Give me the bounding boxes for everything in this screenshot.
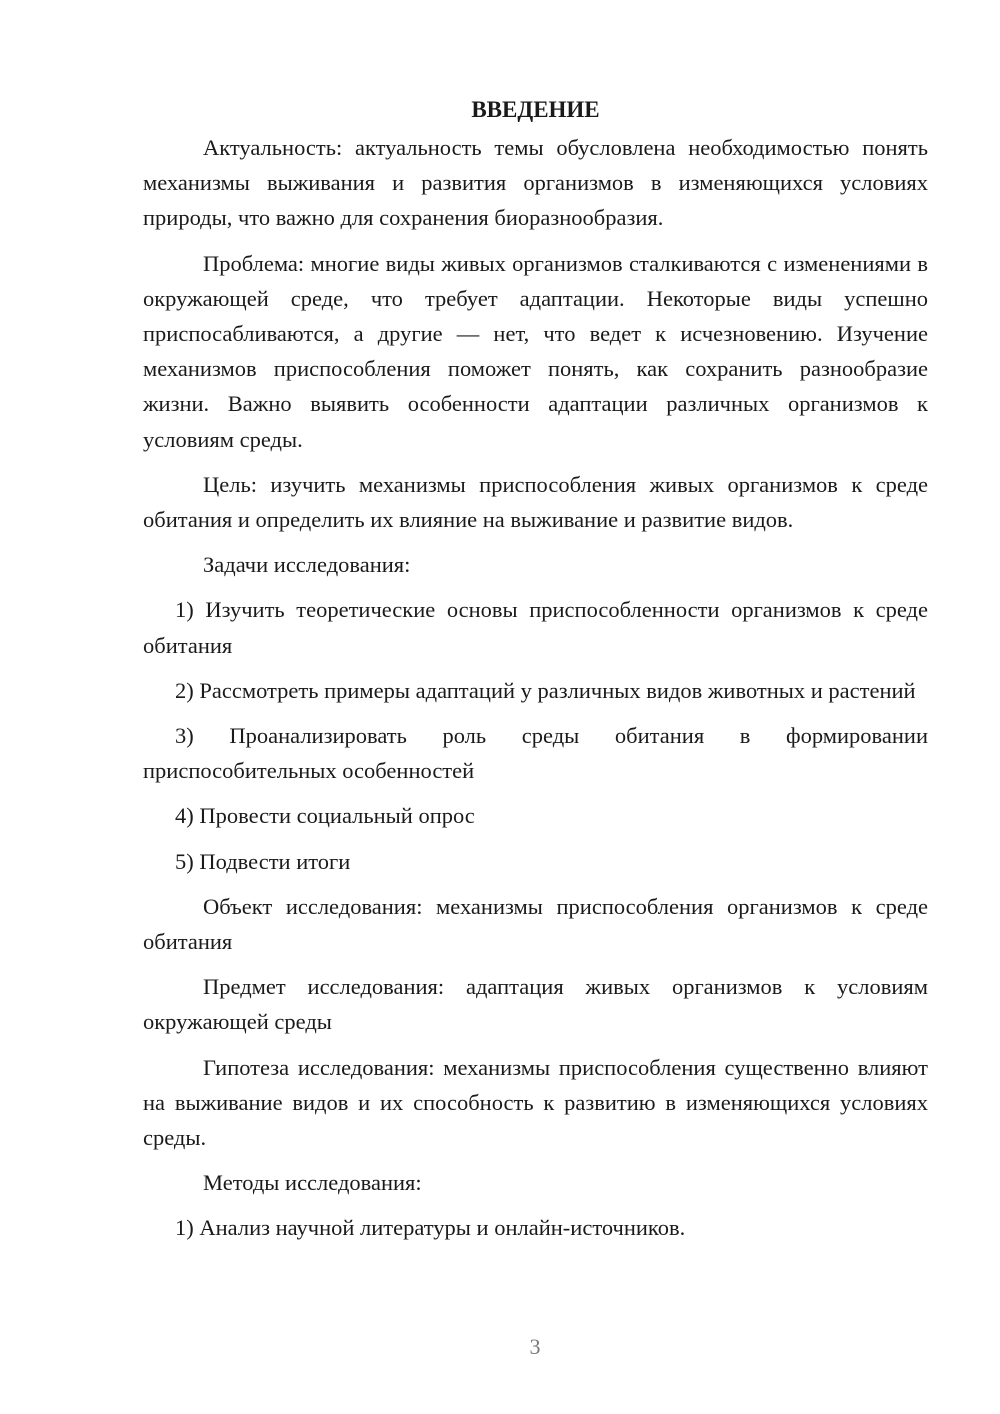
problem-paragraph: Проблема: многие виды живых организмов сталкиваются с изменениями в окружающей среде, что требует адаптации. Некоторые виды успешно приспосабливаются, а другие — нет, что ведет к исчезновению. Изучение механизмов приспособления поможет понять, как сохранить разнообразие жизни. Важно выявить особенности адаптации различных организмов к условиям среды. <box>143 250 928 452</box>
object-paragraph: Объект исследования: механизмы приспособления организмов к среде обитания <box>143 893 928 955</box>
document-page <box>143 92 928 1256</box>
method-item: 1) Анализ научной литературы и онлайн-источников. <box>175 1215 686 1241</box>
task-item: 5) Подвести итоги <box>175 848 351 874</box>
subject-paragraph: Предмет исследования: адаптация живых организмов к условиям окружающей среды <box>143 974 928 1035</box>
goal-paragraph: Цель: изучить механизмы приспособления живых организмов к среде обитания и определить их влияние на выживание и развитие видов. <box>143 471 928 533</box>
tasks-heading: Задачи исследования: <box>203 552 411 578</box>
task-item: 3) Проанализировать роль среды обитания в формировании приспособительных особенностей <box>143 723 928 784</box>
task-item: 1) Изучить теоретические основы приспособленности организмов к среде обитания <box>143 597 928 658</box>
hypothesis-paragraph: Гипотеза исследования: механизмы приспособления существенно влияют на выживание видов и их способность к развитию в изменяющихся условиях среды. <box>143 1054 928 1151</box>
section-title: ВВЕДЕНИЕ <box>471 97 600 122</box>
page-number: 3 <box>529 1334 541 1359</box>
task-item: 2) Рассмотреть примеры адаптаций у различных видов животных и растений <box>175 677 916 703</box>
methods-heading: Методы исследования: <box>203 1170 422 1196</box>
relevance-paragraph: Актуальность: актуальность темы обусловлена необходимостью понять механизмы выживания и развития организмов в изменяющихся условиях природы, что важно для сохранения биоразнообразия. <box>143 135 928 231</box>
task-item: 4) Провести социальный опрос <box>175 803 475 829</box>
